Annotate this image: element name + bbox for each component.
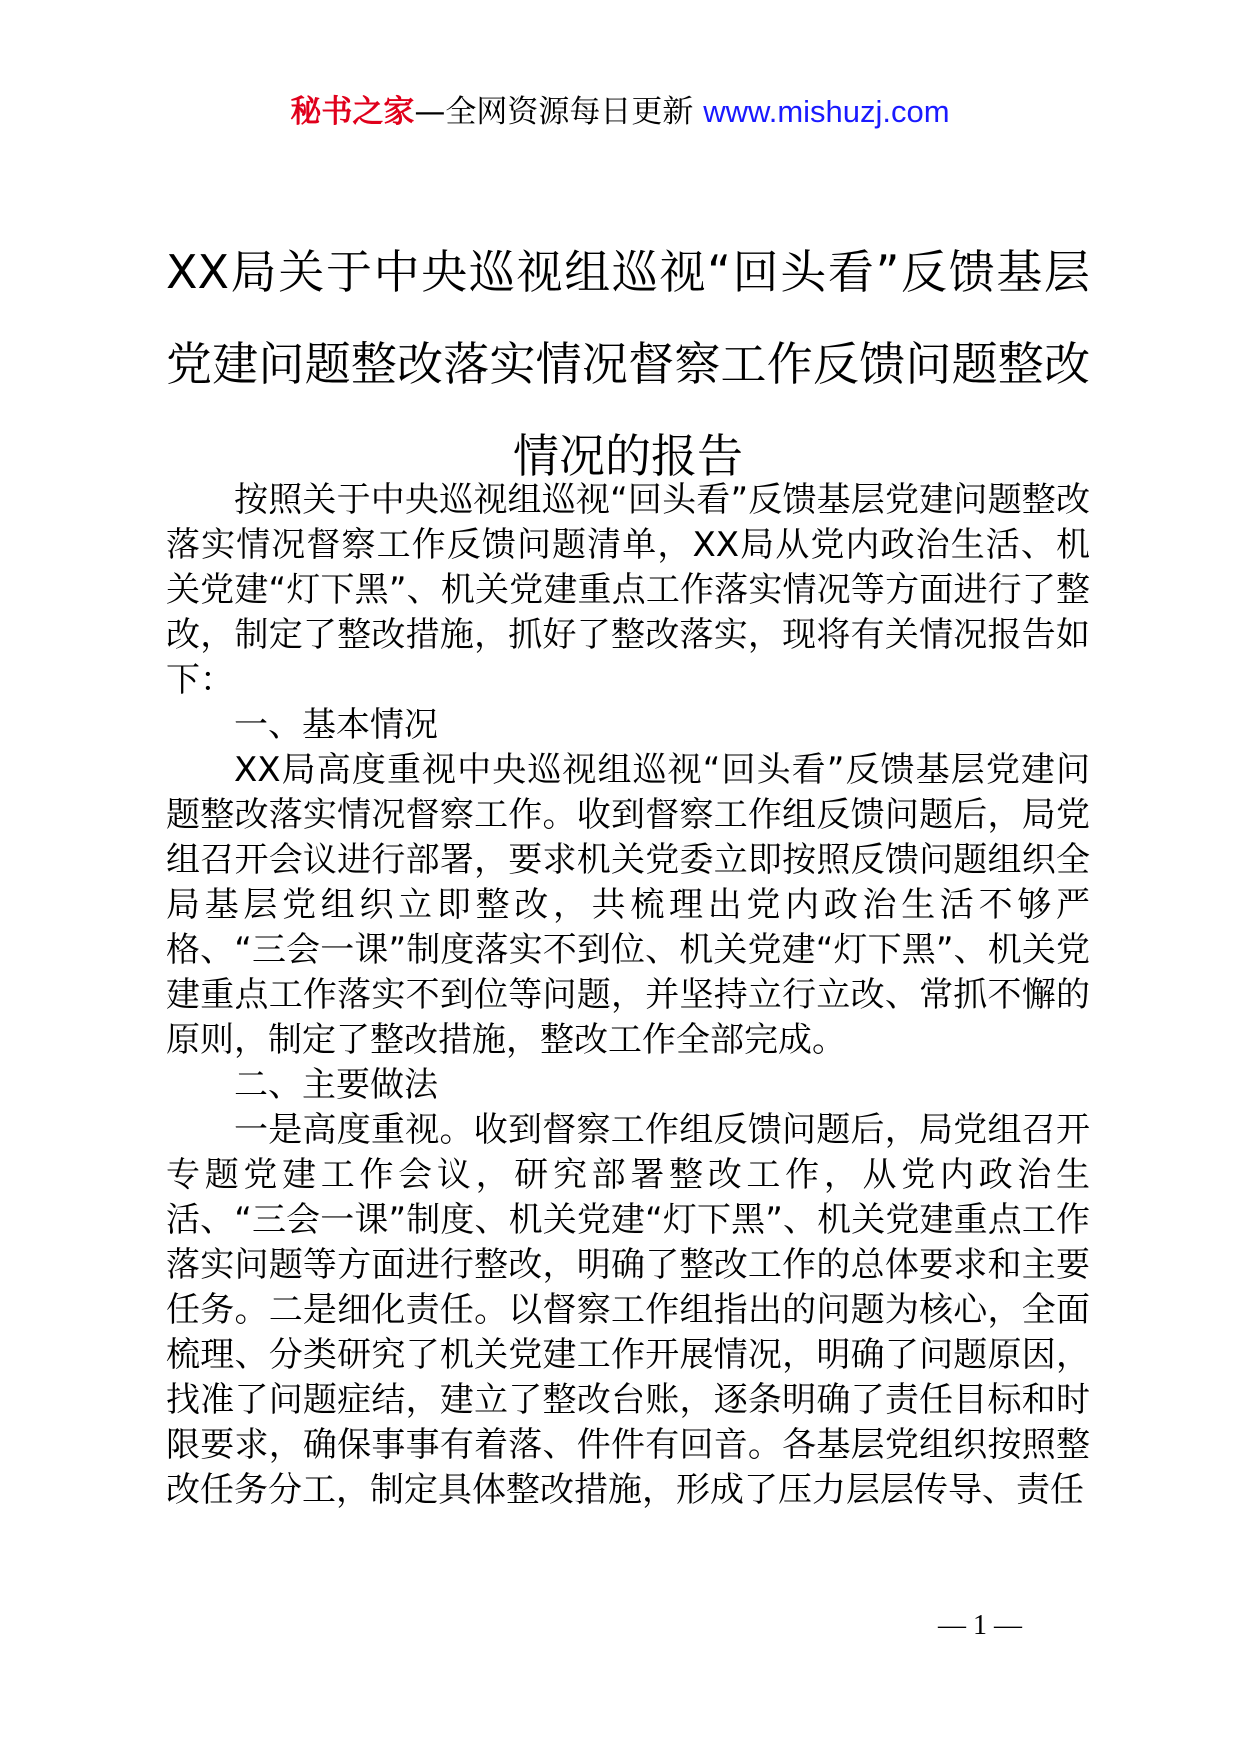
site-brand: 秘书之家: [290, 94, 415, 130]
document-title: XX局关于中央巡视组巡视“回头看”反馈基层党建问题整改落实情况督察工作反馈问题整改情况的报告: [166, 245, 1090, 483]
section-heading-measures: 二、主要做法: [234, 1065, 438, 1105]
page-number: — 1 —: [938, 1610, 1022, 1641]
site-slogan: —全网资源每日更新: [414, 94, 694, 130]
site-url-link[interactable]: www.mishuzj.com: [703, 94, 950, 129]
intro-paragraph: 按照关于中央巡视组巡视“回头看”反馈基层党建问题整改落实情况督察工作反馈问题清单，XX局从党内政治生活、机关党建“灯下黑”、机关党建重点工作落实情况等方面进行了整改，制定了整改措施，抓好了整改落实，现将有关情况报告如下：: [166, 480, 1090, 700]
document-body: [166, 478, 1090, 1513]
site-header: [0, 92, 1240, 132]
measures-paragraph: 一是高度重视。收到督察工作组反馈问题后，局党组召开专题党建工作会议，研究部署整改工作，从党内政治生活、“三会一课”制度、机关党建“灯下黑”、机关党建重点工作落实问题等方面进行整改，明确了整改工作的总体要求和主要任务。二是细化责任。以督察工作组指出的问题为核心，全面梳理、分类研究了机关党建工作开展情况，明确了问题原因，找准了问题症结，建立了整改台账，逐条明确了责任目标和时限要求，确保事事有着落、件件有回音。各基层党组织按照整改任务分工，制定具体整改措施，形成了压力层层传导、责任: [166, 1110, 1090, 1510]
basic-situation-paragraph: XX局高度重视中央巡视组巡视“回头看”反馈基层党建问题整改落实情况督察工作。收到督察工作组反馈问题后，局党组召开会议进行部署，要求机关党委立即按照反馈问题组织全局基层党组织立即整改，共梳理出党内政治生活不够严格、“三会一课”制度落实不到位、机关党建“灯下黑”、机关党建重点工作落实不到位等问题，并坚持立行立改、常抓不懈的原则，制定了整改措施，整改工作全部完成。: [166, 750, 1090, 1060]
section-heading-basic: 一、基本情况: [234, 705, 438, 745]
